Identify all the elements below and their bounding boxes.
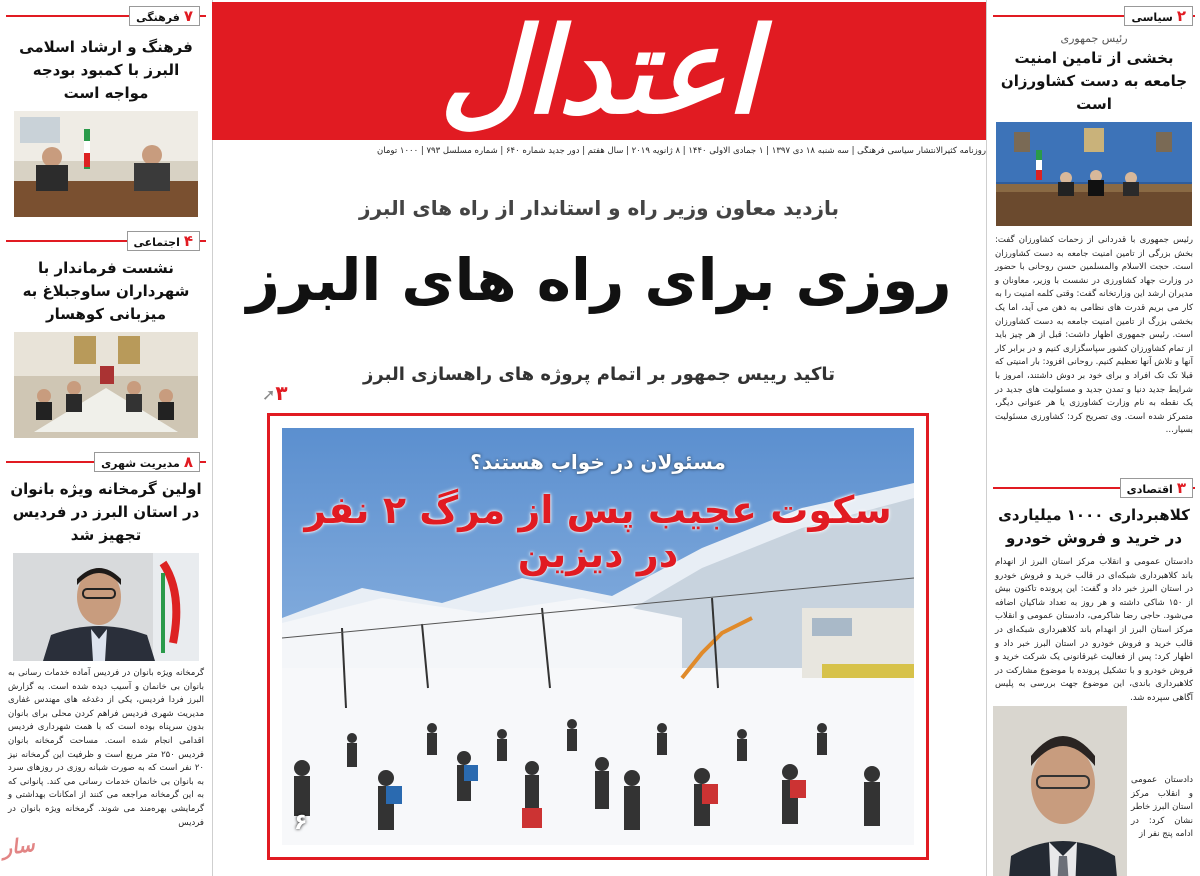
meeting-photo [996,122,1192,226]
section-name: اقتصادی [1126,483,1173,496]
page-reference-number: ۳ [275,381,288,405]
section-label [127,231,201,251]
article-kicker: رئیس جمهوری [1060,32,1128,45]
section-tab-urban[interactable] [0,452,212,474]
section-label [1120,478,1193,498]
newspaper-logo: اعتدال [439,2,759,140]
left-column [0,0,213,876]
photo-page-reference[interactable]: ۶ [294,810,308,835]
article-headline[interactable]: فرهنگ و ارشاد اسلامی البرز با کمبود بودجه مواجه است [19,38,193,102]
section-label [1124,6,1193,26]
article-body-continued: دادستان عمومی و انقلاب مرکز استان البرز خاطر نشان کرد: در ادامه پنج نفر از [1131,775,1193,840]
section-name: اجتماعی [133,236,180,249]
article-body: رئیس جمهوری با قدردانی از زحمات کشاورزان گفت: بخش بزرگی از تامین امنیت جامعه به دست کشاورزان است. حجت الاسلام والمسلمین حسن روحانی با حضور در وزارت جهاد کشاورزی در نشست با وزیر، معاونان و مدیران ارشد این وزارتخانه گفت: وقتی کلمه امنیت را به کار می بریم قدرت های نظامی به ذهن می آید، اما یک بخشی بزرگ از تامین امنیت جامعه به دست کشاورزان است. رئیس جمهوری اظهار داشت: قبل از هر چیز باید از تمام کشاورزان کشور سپاسگزاری کنیم و در برابر کار آنها و تلاش آنها تعظیم کنیم. روحانی افزود: بار امنیتی که قبلا تک تک افراد و برای خود بر دوش داشتند، امروز با شرایط جدید دنیا و تمدن جدید و مسئولیت های جدید در یک نقطه به نام وزارت کشاورزی یا هر عنوانی دیگر، متمرکز شده است. وی تصریح کرد: کشاورزی مسئولیت بسیار... [995,235,1193,436]
culture-meeting-photo [14,111,198,217]
section-page-number: ۲ [1176,7,1186,25]
section-page-number: ۴ [183,232,193,250]
section-name: سیاسی [1131,11,1173,24]
section-tab-politics[interactable] [987,6,1200,28]
main-headline[interactable]: روزی برای راه های البرز [246,246,952,314]
section-label [129,6,200,26]
article-headline[interactable]: کلاهبرداری ۱۰۰۰ میلیاردی در خرید و فروش خودرو [998,506,1190,547]
section-tab-economy[interactable] [987,478,1200,500]
headline-subtitle: تاکید رییس جمهور بر اتمام پروژه های راهسازی البرز [363,364,835,385]
photo-headline[interactable]: سکوت عجیب پس از مرگ ۲ نفر در دیزین [304,488,892,576]
arrow-icon: ➚ [262,385,276,404]
article-headline[interactable]: بخشی از تامین امنیت جامعه به دست کشاورزان است [1000,49,1188,113]
site-watermark: سار [0,831,37,861]
section-tab-culture[interactable] [0,6,212,28]
article-headline[interactable]: نشست فرماندار با شهرداران ساوجبلاغ به میزبانی کوهسار [22,259,190,323]
feature-photo-frame[interactable] [267,413,929,860]
council-meeting-photo [14,332,198,438]
section-page-number: ۷ [183,7,193,25]
article-body: دادستان عمومی و انقلاب مرکز استان البرز از انهدام باند کلاهبرداری شبکه‌ای در قالب خرید و فروش خودرو در استان البرز خبر داد و گفت: این پرونده تاکنون بیش از ۱۵۰ شاکی داشته و هر روز به تعداد شاکیان اضافه می‌شود. حاجی رضا شاکرمی، دادستان عمومی و انقلاب مرکز استان البرز از انهدام باند کلاهبرداری شبکه‌ای در قالب خرید و فروش خودرو در استان البرز خبر داد و اظهار کرد: پس از فعالیت غیرقانونی یک شرکت خرید و فروش خودرو و با تشکیل پرونده با موضوع مشارکت در کلاهبرداری باندی، این موضوع جهت بررسی به پلیس آگاهی سپرده شد. [995,557,1193,703]
prosecutor-portrait [993,706,1127,876]
dateline: روزنامه کثیرالانتشار سیاسی فرهنگی | سه شنبه ۱۸ دی ۱۳۹۷ | ۱ جمادی الاولی ۱۴۴۰ | ۸ ژانویه ۲۰۱۹ | سال هفتم | دور جدید شماره ۶۴۰ | شماره مسلسل ۷۹۳ | ۱۰۰۰ تومان [377,146,986,156]
article-continuation [987,774,1200,876]
section-page-number: ۸ [183,453,193,471]
section-page-number: ۳ [1176,479,1186,497]
masthead[interactable] [212,2,986,140]
section-name: مدیریت شهری [101,457,180,470]
section-label [94,452,200,472]
right-column [986,0,1200,876]
official-portrait [13,553,199,661]
ski-resort-photo [282,428,914,845]
article-headline[interactable]: اولین گرمخانه ویژه بانوان در استان البرز در فردیس تجهیز شد [10,480,202,544]
article-body: گرمخانه ویژه بانوان در فردیس آماده خدمات رسانی به بانوان بی خانمان و آسیب دیده شده است. به گزارش البرز فردا فردیس، یکی از دغدغه های مهندس غفاری مدیریت شهری فردیس فراهم کردن محلی برای بانوان بدون سرپناه بوده است که با همت شهرداری فردیس اقدامی انجام شده است. مساحت گرمخانه بانوان فردیس ۲۵۰ متر مربع است و ظرفیت این گرمخانه نیز ۲۰ نفر است که به صورت شبانه روزی در روزهای سرد به بانوان بی خانمان خدمات رسانی می کند. پانوانی که به این گرمخانه مراجعه می کنند از امکانات بهداشتی و گرمایشی بهره‌مند می شوند. گرمخانه ویژه بانوان در فردیس [8,668,204,828]
headline-surtitle: بازدید معاون وزیر راه و استاندار از راه های البرز [358,196,840,220]
section-tab-social[interactable] [0,231,212,253]
section-name: فرهنگی [136,11,180,24]
photo-kicker: مسئولان در خواب هستند؟ [470,450,726,474]
page-reference[interactable] [260,381,288,405]
front-page-center [212,0,986,876]
